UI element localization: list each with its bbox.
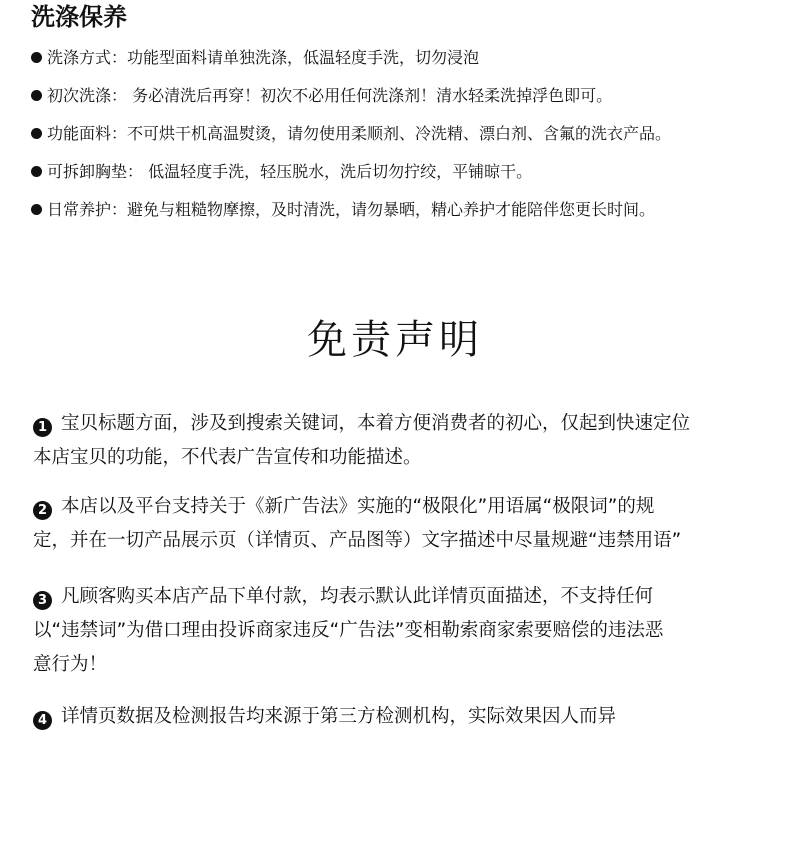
care-item-text: 初次洗涤： 务必清洗后再穿！初次不必用任何洗涤剂！清水轻柔洗掉浮色即可。 (47, 86, 613, 105)
clause-line: 定，并在一切产品展示页（详情页、产品图等）文字描述中尽量规避“违禁用语” (33, 530, 682, 551)
care-item-text: 可拆卸胸垫： 低温轻度手洗，轻压脱水，洗后切勿拧绞，平铺晾干。 (47, 162, 533, 181)
number-1-icon: 1 (33, 418, 52, 437)
clause-line: 本店宝贝的功能，不代表广告宣传和功能描述。 (33, 447, 422, 468)
care-item-first-wash (31, 85, 612, 107)
care-item-text: 洗涤方式：功能型面料请单独洗涤，低温轻度手洗，切勿浸泡 (47, 48, 480, 67)
care-item-text: 功能面料：不可烘干机高温熨烫，请勿使用柔顺剂、冷洗精、漂白剂、含氟的洗衣产品。 (47, 124, 672, 143)
clause-line: 意行为！ (33, 654, 108, 675)
clause-line (33, 700, 763, 734)
number-4-icon: 4 (33, 711, 52, 730)
care-item-functional-fabric (31, 123, 671, 145)
disclaimer-title: 免责声明 (307, 317, 483, 363)
disclaimer-clause-1 (33, 407, 763, 475)
bullet-dot-icon (31, 166, 42, 177)
bullet-dot-icon (31, 90, 42, 101)
number-2-icon: 2 (33, 501, 52, 520)
clause-line (33, 580, 763, 614)
clause-text: 详情页数据及检测报告均来源于第三方检测机构，实际效果因人而异 (61, 706, 617, 727)
clause-line (33, 490, 763, 524)
care-section-title: 洗涤保养 (31, 3, 127, 31)
bullet-dot-icon (31, 128, 42, 139)
disclaimer-clause-2 (33, 490, 763, 558)
clause-text: 凡顾客购买本店产品下单付款，均表示默认此详情页面描述，不支持任何 (61, 586, 654, 607)
care-item-daily-care (31, 199, 655, 221)
care-item-text: 日常养护：避免与粗糙物摩擦，及时清洗，请勿暴晒，精心养护才能陪伴您更长时间。 (47, 200, 656, 219)
clause-line: 以“违禁词”为借口理由投诉商家违反“广告法”变相勒索商家索要赔偿的违法恶 (33, 620, 664, 641)
care-item-removable-pad (31, 161, 532, 183)
clause-line (33, 407, 763, 441)
disclaimer-clause-3 (33, 580, 763, 682)
disclaimer-clause-4 (33, 700, 763, 734)
bullet-dot-icon (31, 204, 42, 215)
number-3-icon: 3 (33, 591, 52, 610)
clause-text: 宝贝标题方面，涉及到搜索关键词，本着方便消费者的初心，仅起到快速定位 (61, 413, 691, 434)
care-item-wash-method (31, 47, 479, 69)
bullet-dot-icon (31, 52, 42, 63)
clause-text: 本店以及平台支持关于《新广告法》实施的“极限化”用语属“极限词”的规 (61, 496, 655, 517)
